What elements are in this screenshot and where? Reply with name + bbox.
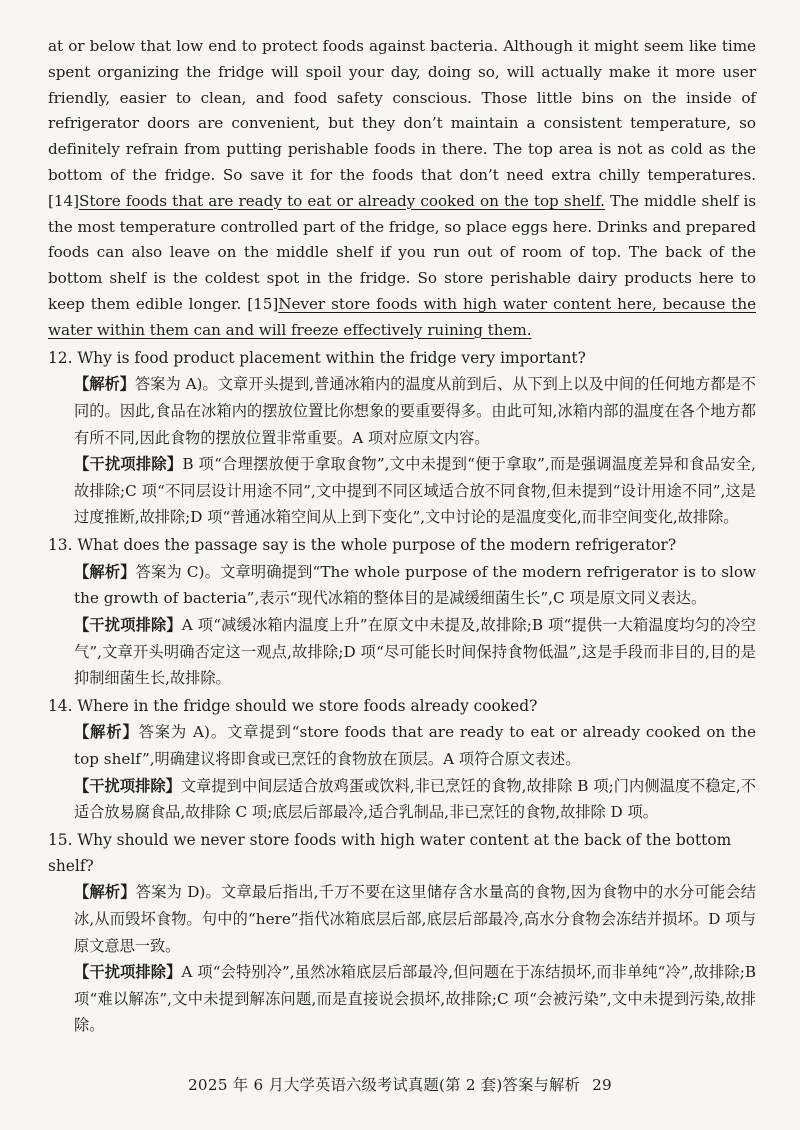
distractor-block (74, 773, 756, 826)
analysis-text: 答案为 A)。文章提到“store foods that are ready to eat or already cooked on the top shelf”,明确建议将即食或已烹饪的食物放在顶层。A 项符合原文表述。 (74, 723, 756, 769)
page-number: 29 (592, 1076, 613, 1094)
passage-paragraph (48, 34, 756, 344)
question-13 (48, 533, 756, 692)
distractor-block (74, 612, 756, 692)
distractor-tag: 【干扰项排除】 (74, 455, 183, 474)
passage-text-2: The middle shelf is the most temperature controlled part of the fridge, so place eggs here. Drinks and prepared foods can also leave on the middle shelf if you run out of room of top. The back of the bottom shelf is the coldest spot in the fridge. So store perishable dairy products here to keep them edible longer. (48, 191, 757, 313)
marker-14: [14] (48, 191, 79, 210)
question-title: 15. Why should we never store foods with high water content at the back of the bottom shelf? (48, 830, 732, 875)
page-footer (0, 1074, 800, 1095)
analysis-block (74, 559, 756, 612)
analysis-text: 答案为 C)。文章明确提到“The whole purpose of the modern refrigerator is to slow the growth of bacteria”,表示“现代冰箱的整体目的是减缓细菌生长”,C 项是原文同义表达。 (74, 562, 757, 608)
analysis-tag: 【解析】 (74, 723, 139, 742)
underlined-sentence-14: Store foods that are ready to eat or already cooked on the top shelf. (78, 191, 605, 210)
distractor-text: 文章提到中间层适合放鸡蛋或饮料,非已烹饪的食物,故排除 B 项;门内侧温度不稳定,不适合放易腐食品,故排除 C 项;底层后部最冷,适合乳制品,非已烹饪的食物,故排除 D 项。 (74, 776, 757, 822)
analysis-tag: 【解析】 (74, 883, 136, 902)
footer-title: 2025 年 6 月大学英语六级考试真题(第 2 套)答案与解析 (187, 1076, 581, 1094)
question-title: 14. Where in the fridge should we store foods already cooked? (48, 696, 538, 715)
analysis-text: 答案为 D)。文章最后指出,千万不要在这里储存含水量高的食物,因为食物中的水分可能会结冰,从而毁坏食物。句中的“here”指代冰箱底层后部,底层后部最冷,高水分食物会冻结并损坏。D 项与原文意思一致。 (74, 883, 756, 955)
question-title: 12. Why is food product placement within the fridge very important? (48, 348, 586, 367)
analysis-block (74, 879, 756, 959)
marker-15: [15] (247, 294, 279, 313)
analysis-tag: 【解析】 (74, 562, 136, 581)
question-title: 13. What does the passage say is the whole purpose of the modern refrigerator? (48, 535, 677, 554)
distractor-tag: 【干扰项排除】 (74, 963, 182, 982)
distractor-tag: 【干扰项排除】 (74, 615, 182, 634)
distractor-block (74, 451, 756, 531)
analysis-block (74, 371, 756, 451)
analysis-tag: 【解析】 (74, 375, 135, 394)
distractor-text: B 项“合理摆放便于拿取食物”,文中未提到“便于拿取”,而是强调温度差异和食品安全,故排除;C 项“不同层设计用途不同”,文中提到不同区域适合放不同食物,但未提到“设计用途不同”,这是过度推断,故排除;D 项“普通冰箱空间从上到下变化”,文中讨论的是温度变化,而非空间变化,故排除。 (74, 455, 757, 527)
question-14 (48, 694, 756, 826)
distractor-tag: 【干扰项排除】 (74, 776, 181, 795)
passage-text-1: at or below that low end to protect foods against bacteria. Although it might seem like time spent organizing the fridge will spoil your day, doing so, will actually make it more user friendly, easier to clean, and food safety conscious. Those little bins on the inside of refrigerator doors are convenient, but they don’t maintain a consistent temperature, so definitely refrain from putting perishable foods in there. The top area is not as cold as the bottom of the fridge. So save it for the foods that don’t need extra chilly temperatures. (48, 37, 756, 184)
distractor-text: A 项“减缓冰箱内温度上升”在原文中未提及,故排除;B 项“提供一大箱温度均匀的冷空气”,文章开头明确否定这一观点,故排除;D 项“尽可能长时间保持食物低温”,这是手段而非目的,目的是抑制细菌生长,故排除。 (74, 615, 757, 688)
analysis-block (74, 719, 756, 772)
question-15 (48, 828, 756, 1039)
analysis-text: 答案为 A)。文章开头提到,普通冰箱内的温度从前到后、从下到上以及中间的任何地方都是不同的。因此,食品在冰箱内的摆放位置比你想象的要重要得多。由此可知,冰箱内部的温度在各个地方都有所不同,因此食物的摆放位置非常重要。A 项对应原文内容。 (74, 375, 756, 447)
distractor-text: A 项“会特别冷”,虽然冰箱底层后部最冷,但问题在于冻结损坏,而非单纯“冷”,故排除;B 项“难以解冻”,文中未提到解冻问题,而是直接说会损坏,故排除;C 项“会被污染”,文中未提到污染,故排除。 (74, 963, 756, 1035)
underlined-sentence-15: Never store foods with high water content here, because the water within them can and will freeze effectively ruining them. (48, 294, 757, 339)
distractor-block (74, 959, 756, 1039)
question-12 (48, 346, 756, 531)
page-content (48, 34, 756, 1039)
